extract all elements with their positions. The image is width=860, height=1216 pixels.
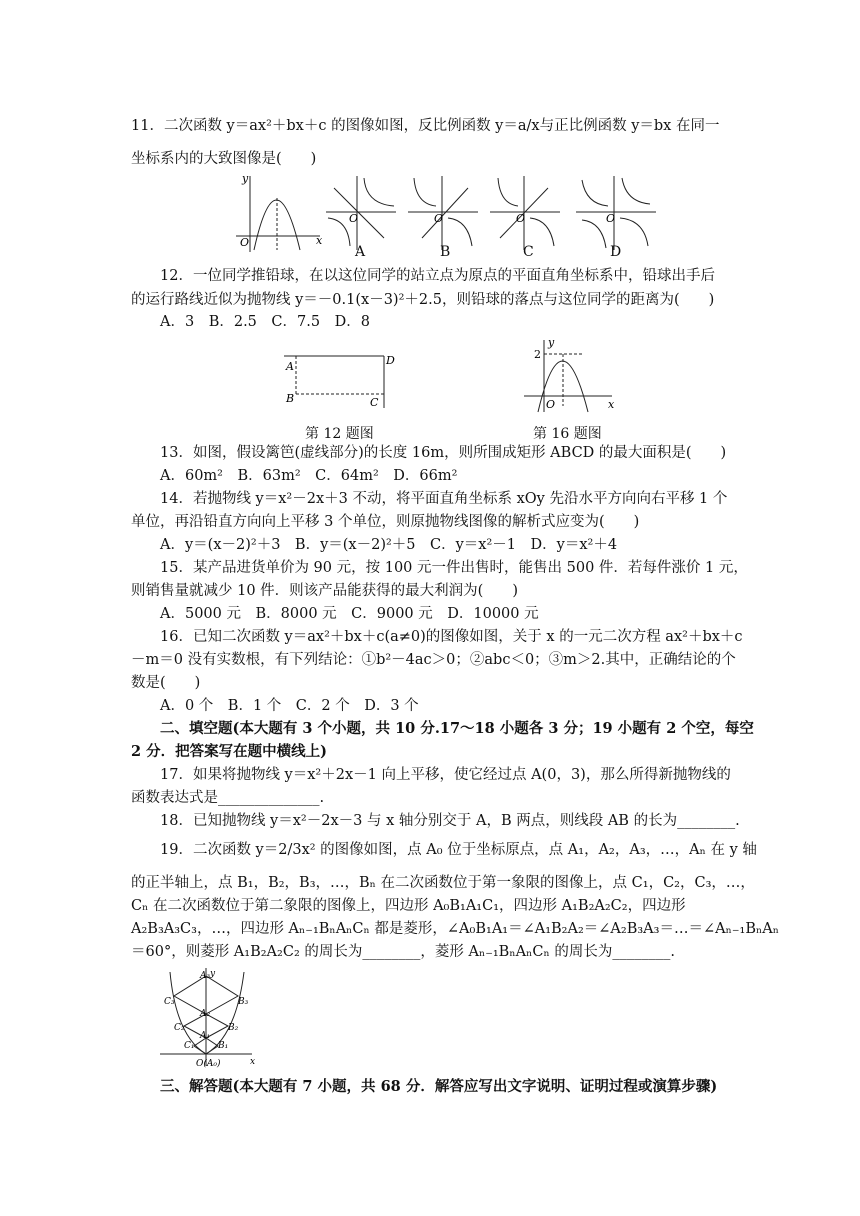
q15-line2: 则销售量就减少 10 件．则该产品能获得的最大利润为( ) [131, 583, 518, 599]
q19-label-x: x [250, 1057, 256, 1067]
q16-line3: 数是( ) [131, 675, 201, 691]
q19-label-b1: B₁ [218, 1041, 229, 1051]
q14-line2: 单位，再沿铅直方向向上平移 3 个单位，则原抛物线图像的解析式应变为( ) [131, 514, 640, 530]
q19-line3: Cₙ 在二次函数位于第二象限的图像上，四边形 A₀B₁A₁C₁，四边形 A₁B₂A₂C₂，四边形 [131, 898, 686, 914]
fig12-caption: 第 12 题图 [305, 426, 374, 442]
q11-option-c: C [523, 244, 534, 260]
q11-graph-origin-label: O [240, 236, 250, 249]
q12-line2: 的运行路线近似为抛物线 y＝－0.1(x－3)²＋2.5，则铅球的落点与这位同学的距离为( ) [131, 292, 715, 308]
q19-label-c3: C₃ [164, 997, 175, 1007]
q19-label-a2: A₂ [200, 1009, 211, 1019]
q11-d-origin: O [606, 212, 616, 225]
q11-option-d: D [610, 244, 622, 260]
q19-label-b3: B₃ [238, 997, 249, 1007]
q15-choices: A．5000 元 B．8000 元 C．9000 元 D．10000 元 [160, 606, 539, 622]
q11-b-origin: O [434, 212, 444, 225]
q12-line1: 12．一位同学推铅球，在以这位同学的站立点为原点的平面直角坐标系中，铅球出手后 [160, 268, 715, 284]
fig16-diagram [518, 336, 618, 414]
q12-choices: A．3 B．2.5 C．7.5 D．8 [160, 314, 370, 330]
fig12-label-d: D [386, 354, 395, 367]
section2-heading-line1: 二、填空题(本大题有 3 个小题，共 10 分.17～18 小题各 3 分；19 小题有 2 个空，每空 [160, 720, 754, 737]
q17-line2: 函数表达式是______________. [131, 790, 325, 806]
q19-label-a1: A₁ [200, 1031, 211, 1041]
fig12-label-a: A [286, 360, 294, 373]
q14-choices: A．y＝(x－2)²＋3 B．y＝(x－2)²＋5 C．y＝x²－1 D．y＝x²＋4 [160, 537, 618, 553]
q13-line1: 13．如图，假设篱笆(虚线部分)的长度 16m，则所围成矩形 ABCD 的最大面积是( ) [160, 445, 727, 461]
q16-line2: －m＝0 没有实数根，有下列结论：①b²－4ac＞0；②abc＜0；③m＞2.其中，正确结论的个 [131, 652, 736, 668]
q19-label-c2: C₂ [174, 1023, 185, 1033]
fig12-label-c: C [370, 396, 379, 409]
q11-line1: 11．二次函数 y＝ax²＋bx＋c 的图像如图，反比例函数 y＝a/x与正比例函数 y＝bx 在同一 [131, 118, 720, 134]
q19-label-b2: B₂ [228, 1023, 239, 1033]
fig16-origin-label: O [546, 398, 556, 411]
fig16-caption: 第 16 题图 [533, 426, 602, 442]
q19-label-origin: O(A₀) [196, 1059, 221, 1069]
q17-line1: 17．如果将抛物线 y＝x²＋2x－1 向上平移，使它经过点 A(0，3)，那么所得新抛物线的 [160, 767, 731, 783]
q19-rhombus-figure [156, 966, 260, 1072]
q19-line1: 19．二次函数 y＝2/3x² 的图像如图，点 A₀ 位于坐标原点，点 A₁，A₂，A₃，…，Aₙ 在 y 轴 [160, 842, 757, 858]
fig12-label-b: B [286, 392, 295, 405]
q19-line5: ＝60°，则菱形 A₁B₂A₂C₂ 的周长为________，菱形 Aₙ₋₁BₙAₙCₙ 的周长为________. [131, 944, 675, 960]
q11-option-a: A [355, 244, 366, 260]
q18-line1: 18．已知抛物线 y＝x²－2x－3 与 x 轴分别交于 A，B 两点，则线段 AB 的长为________. [160, 813, 740, 829]
q11-option-b: B [440, 244, 451, 260]
fig12-diagram [282, 352, 402, 414]
q19-line4: A₂B₃A₃C₃，…，四边形 Aₙ₋₁BₙAₙCₙ 都是菱形，∠A₀B₁A₁＝∠A₁B₂A₂＝∠A₂B₃A₃＝…＝∠Aₙ₋₁BₙAₙ [131, 921, 780, 937]
q11-c-origin: O [516, 212, 526, 225]
q15-line1: 15．某产品进货单价为 90 元，按 100 元一件出售时，能售出 500 件．若每件涨价 1 元， [160, 560, 748, 576]
q16-choices: A．0 个 B．1 个 C．2 个 D．3 个 [160, 698, 419, 714]
fig16-x-label: x [608, 398, 615, 411]
fig16-tick-2: 2 [534, 348, 541, 361]
q16-line1: 16．已知二次函数 y＝ax²＋bx＋c(a≠0)的图像如图，关于 x 的一元二次方程 ax²＋bx＋c [160, 629, 743, 645]
section2-heading-line2: 2 分．把答案写在题中横线上) [131, 743, 327, 760]
q19-label-c1: C₁ [184, 1041, 195, 1051]
fig16-y-label: y [548, 336, 555, 349]
q11-graph-x-label: x [316, 234, 323, 247]
q19-line2: 的正半轴上，点 B₁，B₂，B₃，…，Bₙ 在二次函数位于第一象限的图像上，点 C₁，C₂，C₃，…， [131, 875, 755, 891]
q13-choices: A．60m² B．63m² C．64m² D．66m² [160, 468, 458, 484]
q14-line1: 14．若抛物线 y＝x²－2x＋3 不动，将平面直角坐标系 xOy 先沿水平方向向右平移 1 个 [160, 491, 728, 507]
q11-graph-y-label: y [242, 172, 249, 185]
q11-a-origin: O [349, 212, 359, 225]
q11-line2: 坐标系内的大致图像是( ) [131, 151, 317, 167]
q19-label-a3: A₃ [200, 971, 211, 981]
q11-figures [236, 170, 668, 260]
q19-label-y: y [210, 969, 216, 979]
section3-heading: 三、解答题(本大题有 7 小题，共 68 分．解答应写出文字说明、证明过程或演算步骤) [160, 1078, 718, 1095]
